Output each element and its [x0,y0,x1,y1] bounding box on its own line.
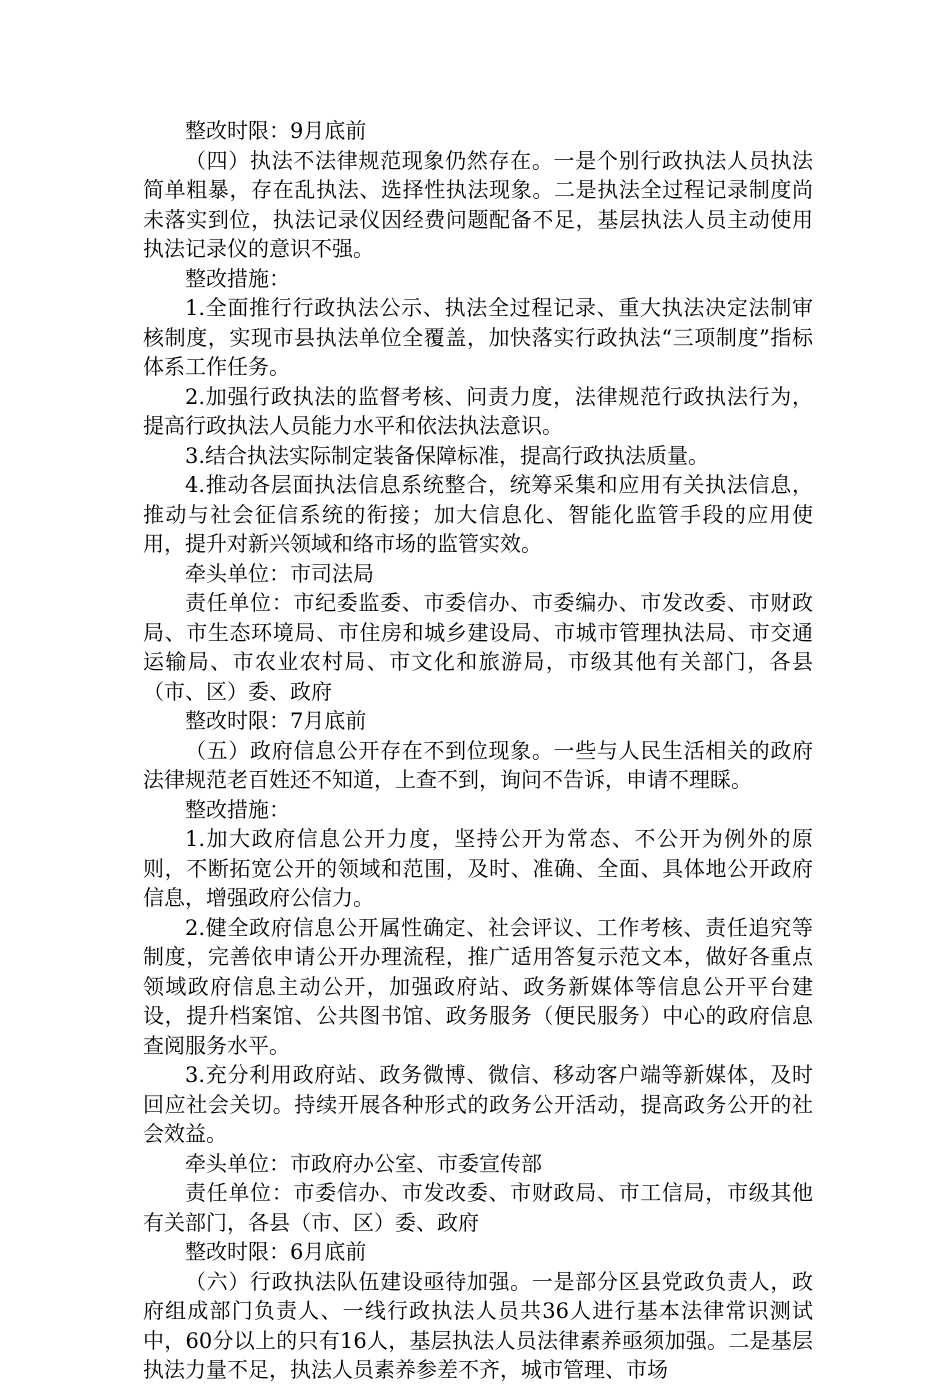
deadline-paragraph: 整改时限：6月底前 [185,1240,367,1264]
responsible-units-paragraph: 责任单位：市委信办、市发改委、市财政局、市工信局，市级其他有关部门，各县（市、区）委、政府 [143,1181,813,1235]
lead-unit-paragraph: 牵头单位：市司法局 [185,561,374,586]
measures-heading: 整改措施： [185,266,290,291]
measure-paragraph: 1.加大政府信息公开力度，坚持公开为常态、不公开为例外的原则，不断拓宽公开的领域和范围，及时、准确、全面、具体地公开政府信息，增强政府公信力。 [143,827,813,910]
measure-paragraph: 2.加强行政执法的监督考核、问责力度，法律规范行政执法行为，提高行政执法人员能力水平和依法执法意识。 [143,384,813,438]
measure-paragraph: 4.推动各层面执法信息系统整合，统筹采集和应用有关执法信息，推动与社会征信系统的衔接；加大信息化、智能化监管手段的应用使用，提升对新兴领域和络市场的监管实效。 [143,473,813,556]
measure-paragraph: 3.充分利用政府站、政务微博、微信、移动客户端等新媒体，及时回应社会关切。持续开展各种形式的政务公开活动，提高政务公开的社会效益。 [143,1063,813,1146]
measure-paragraph: 3.结合执法实际制定装备保障标准，提高行政执法质量。 [185,443,710,468]
measures-heading: 整改措施： [185,797,290,822]
document-page [143,117,813,1386]
measure-paragraph: 2.健全政府信息公开属性确定、社会评议、工作考核、责任追究等制度，完善依申请公开办理流程，推广适用答复示范文本，做好各重点领域政府信息主动公开，加强政府站、政务新媒体等信息公开平台建设，提升档案馆、公共图书馆、政务服务（便民服务）中心的政府信息查阅服务水平。 [143,915,813,1058]
deadline-paragraph: 整改时限：9月底前 [185,119,367,143]
issue-four-paragraph: （四）执法不法律规范现象仍然存在。一是个别行政执法人员执法简单粗暴，存在乱执法、选择性执法现象。二是执法全过程记录制度尚未落实到位，执法记录仪因经费问题配备不足，基层执法人员主动使用执法记录仪的意识不强。 [143,148,813,261]
deadline-paragraph: 整改时限：7月底前 [185,709,367,733]
issue-five-paragraph: （五）政府信息公开存在不到位现象。一些与人民生活相关的政府法律规范老百姓还不知道，上查不到，询问不告诉，申请不理睬。 [143,738,813,792]
responsible-units-paragraph: 责任单位：市纪委监委、市委信办、市委编办、市发改委、市财政局、市生态环境局、市住房和城乡建设局、市城市管理执法局、市交通运输局、市农业农村局、市文化和旅游局，市级其他有关部门，各县（市、区）委、政府 [143,591,813,704]
measure-paragraph: 1.全面推行行政执法公示、执法全过程记录、重大执法决定法制审核制度，实现市县执法单位全覆盖，加快落实行政执法“三项制度”指标体系工作任务。 [143,296,813,379]
issue-six-paragraph: （六）行政执法队伍建设亟待加强。一是部分区县党政负责人，政府组成部门负责人、一线行政执法人员共36人进行基本法律常识测试中，60分以上的只有16人，基层执法人员法律素养亟须加强。二是基层执法力量不足，执法人员素养参差不齐，城市管理、市场 [143,1269,813,1382]
lead-unit-paragraph: 牵头单位：市政府办公室、市委宣传部 [185,1151,542,1176]
